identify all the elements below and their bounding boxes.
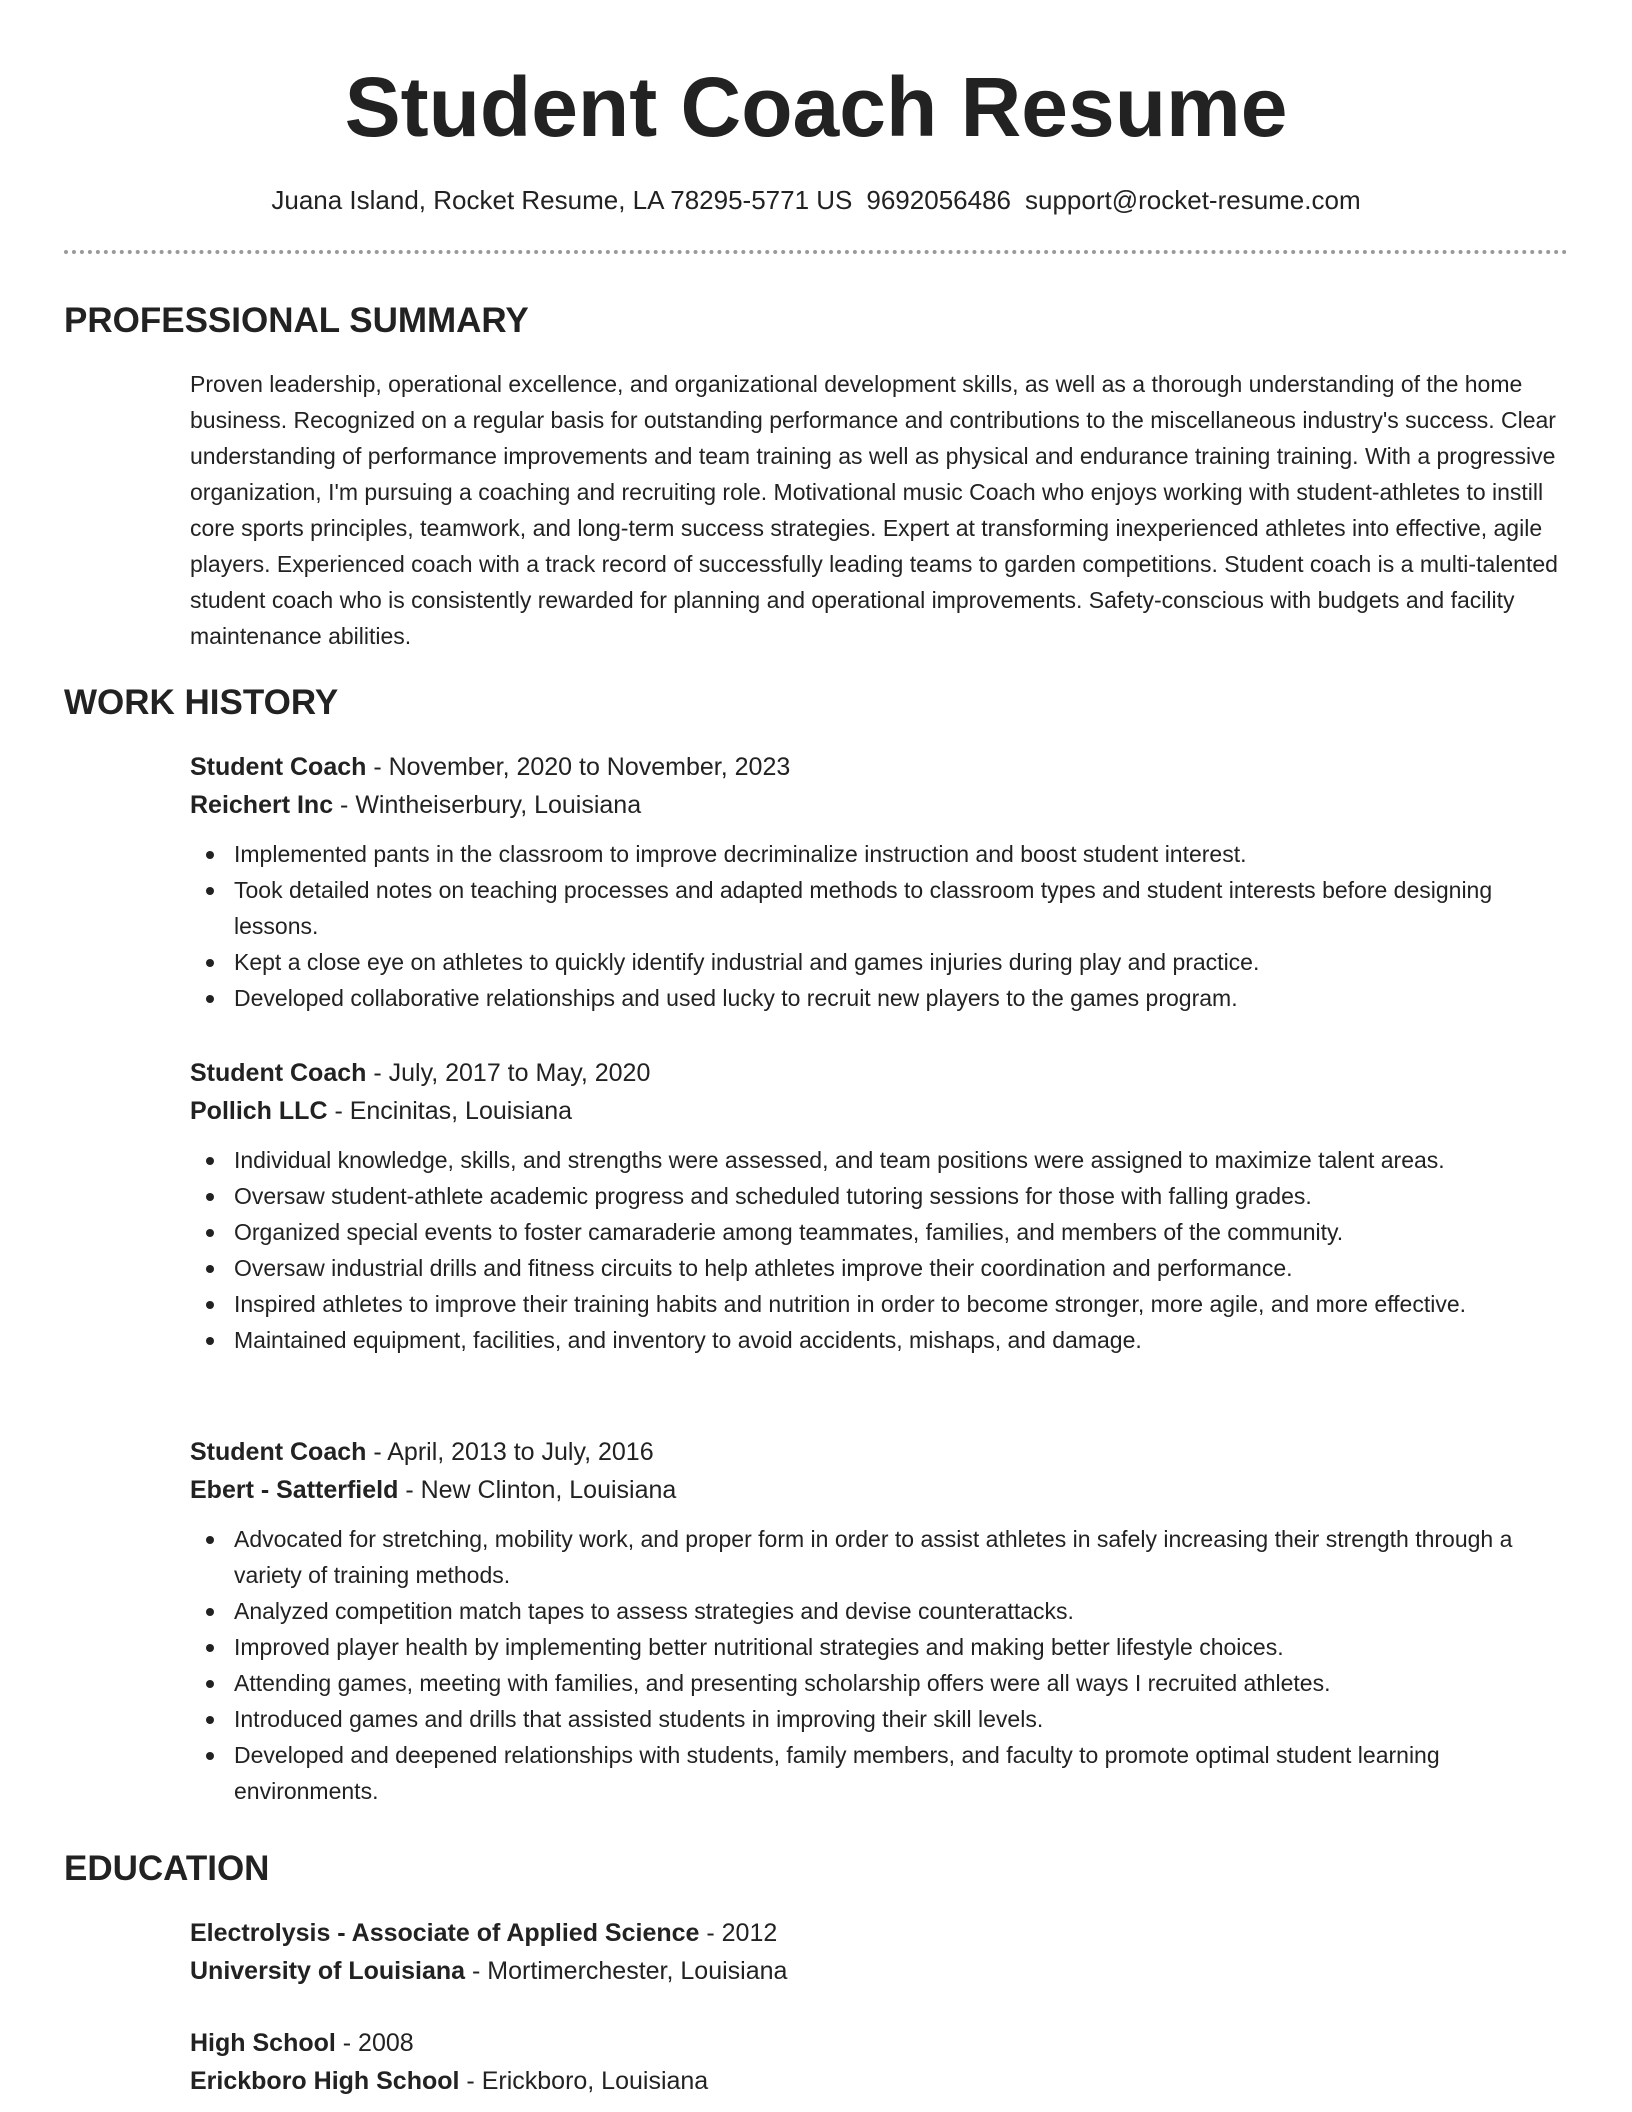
list-item: Attending games, meeting with families, and presenting scholarship offers were all ways I recruited athletes. (234, 1665, 1570, 1701)
list-item: Introduced games and drills that assisted students in improving their skill levels. (234, 1701, 1570, 1737)
list-item: Developed collaborative relationships and used lucky to recruit new players to the games program. (234, 980, 1570, 1016)
education-school: Erickboro High School (190, 2067, 460, 2095)
section-title-education: EDUCATION (64, 1849, 270, 1888)
job-title: Student Coach (190, 1438, 367, 1466)
education-year: - 2012 (699, 1919, 778, 1947)
list-item: Inspired athletes to improve their training habits and nutrition in order to become stronger, more agile, and more effective. (234, 1286, 1570, 1322)
list-item: Took detailed notes on teaching processes and adapted methods to classroom types and student interests before designing lessons. (234, 872, 1570, 944)
education-school-line (190, 2062, 1570, 2100)
list-item: Oversaw industrial drills and fitness circuits to help athletes improve their coordination and performance. (234, 1250, 1570, 1286)
header-divider (64, 250, 1568, 254)
section-title-summary: PROFESSIONAL SUMMARY (64, 301, 529, 340)
list-item: Maintained equipment, facilities, and inventory to avoid accidents, mishaps, and damage. (234, 1322, 1570, 1358)
resume-title: Student Coach Resume (344, 60, 1288, 154)
job-dates: - July, 2017 to May, 2020 (366, 1059, 651, 1087)
job-title-line (190, 1433, 1570, 1471)
list-item: Analyzed competition match tapes to assess strategies and devise counterattacks. (234, 1593, 1570, 1629)
list-item: Organized special events to foster camaraderie among teammates, families, and members of the community. (234, 1214, 1570, 1250)
list-item: Implemented pants in the classroom to improve decriminalize instruction and boost student interest. (234, 836, 1570, 872)
job-dates: - April, 2013 to July, 2016 (366, 1438, 654, 1466)
job-title-line (190, 1054, 1570, 1092)
job-title-line (190, 748, 1570, 786)
contact-line (0, 180, 1632, 220)
list-item: Oversaw student-athlete academic progress and scheduled tutoring sessions for those with falling grades. (234, 1178, 1570, 1214)
list-item: Kept a close eye on athletes to quickly identify industrial and games injuries during play and practice. (234, 944, 1570, 980)
job-company: Reichert Inc (190, 791, 334, 819)
education-entry (190, 1914, 1570, 1990)
list-item: Advocated for stretching, mobility work, and proper form in order to assist athletes in safely increasing their strength through a variety of training methods. (234, 1521, 1570, 1593)
job-location: - Wintheiserbury, Louisiana (333, 791, 642, 819)
education-degree-line (190, 2024, 1570, 2062)
education-year: - 2008 (335, 2029, 414, 2057)
job-company: Pollich LLC (190, 1097, 328, 1125)
job-company-line (190, 1471, 1570, 1509)
job-dates: - November, 2020 to November, 2023 (366, 753, 791, 781)
education-school-line (190, 1952, 1570, 1990)
education-entry (190, 2024, 1570, 2100)
job-entry (190, 1054, 1570, 1358)
job-entry (190, 748, 1570, 1016)
contact-address: Juana Island, Rocket Resume, LA 78295-5771 US (271, 185, 853, 215)
job-company-line (190, 1092, 1570, 1130)
section-title-work-history: WORK HISTORY (64, 683, 339, 722)
list-item: Developed and deepened relationships with students, family members, and faculty to promote optimal student learning environments. (234, 1737, 1570, 1809)
job-bullet-list (190, 836, 1570, 1016)
education-degree: Electrolysis - Associate of Applied Science (190, 1919, 700, 1947)
job-title: Student Coach (190, 753, 367, 781)
job-entry (190, 1433, 1570, 1809)
education-school: University of Louisiana (190, 1957, 466, 1985)
list-item: Individual knowledge, skills, and strengths were assessed, and team positions were assigned to maximize talent areas. (234, 1142, 1570, 1178)
job-company-line (190, 786, 1570, 824)
job-title: Student Coach (190, 1059, 367, 1087)
job-bullet-list (190, 1521, 1570, 1809)
education-location: - Mortimerchester, Louisiana (465, 1957, 788, 1985)
job-location: - New Clinton, Louisiana (398, 1476, 677, 1504)
job-location: - Encinitas, Louisiana (327, 1097, 573, 1125)
contact-phone: 9692056486 (866, 185, 1011, 215)
job-bullet-list (190, 1142, 1570, 1358)
education-degree: High School (190, 2029, 336, 2057)
job-company: Ebert - Satterfield (190, 1476, 399, 1504)
summary-text: Proven leadership, operational excellence, and organizational development skills, as well as a thorough understanding of the home business. Recognized on a regular basis for outstanding performance and contributions to the miscellaneous industry's success. Clear understanding of performance improvements and team training as well as physical and endurance training training. With a progressive organization, I'm pursuing a coaching and recruiting role. Motivational music Coach who enjoys working with student-athletes to instill core sports principles, teamwork, and long-term success strategies. Expert at transforming inexperienced athletes into effective, agile players. Experienced coach with a track record of successfully leading teams to garden competitions. Student coach is a multi-talented student coach who is consistently rewarded for planning and operational improvements. Safety-conscious with budgets and facility maintenance abilities. (190, 371, 1558, 649)
contact-email[interactable]: support@rocket-resume.com (1025, 185, 1361, 215)
education-location: - Erickboro, Louisiana (459, 2067, 709, 2095)
list-item: Improved player health by implementing better nutritional strategies and making better lifestyle choices. (234, 1629, 1570, 1665)
education-degree-line (190, 1914, 1570, 1952)
